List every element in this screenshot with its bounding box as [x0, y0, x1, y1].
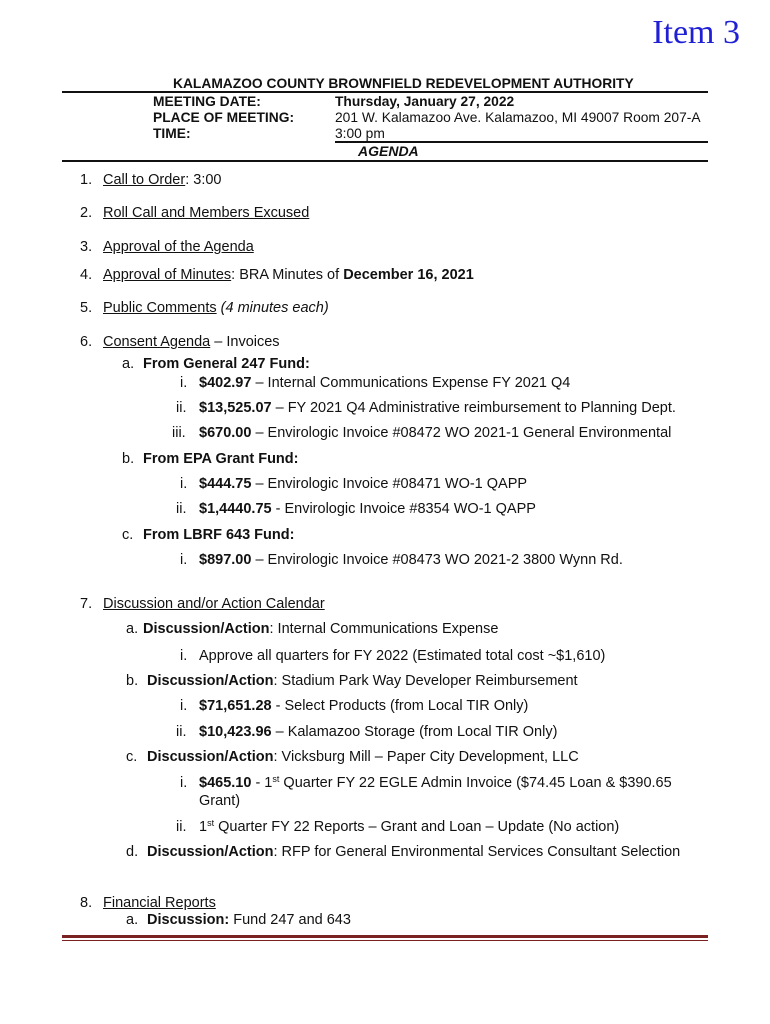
item-6b-i-number: i. — [180, 476, 188, 492]
item-6a-i-number: i. — [180, 375, 188, 391]
meeting-place-value: 201 W. Kalamazoo Ave. Kalamazoo, MI 49007 Room 207-A — [335, 110, 701, 125]
item-7b-ii — [199, 724, 557, 740]
item-6b-i — [199, 476, 527, 492]
description: Quarter FY 22 Reports – Grant and Loan – Update (No action) — [214, 819, 620, 835]
item-7b — [147, 673, 578, 689]
description: – Envirologic Invoice #08472 WO 2021-1 General Environmental — [251, 425, 672, 441]
description: : Vicksburg Mill – Paper City Development, LLC — [273, 749, 579, 765]
footer-rule-thick — [62, 935, 708, 938]
item-7a-i-number: i. — [180, 648, 188, 664]
description-prefix: 1 — [199, 819, 208, 835]
item-7b-ii-number: ii. — [176, 724, 187, 740]
meeting-time-value: 3:00 pm — [335, 126, 385, 141]
item-4-date: December 16, 2021 — [343, 267, 474, 283]
item-5-title: Public Comments — [103, 300, 217, 316]
item-7b-number: b. — [126, 673, 139, 689]
item-8a — [147, 912, 351, 928]
item-2-title: Roll Call and Members Excused — [103, 205, 310, 221]
item-6b-number: b. — [122, 451, 135, 467]
meeting-time-label: TIME: — [153, 126, 191, 141]
item-1 — [103, 172, 221, 188]
item-7c-i — [199, 775, 672, 791]
label: Discussion/Action — [147, 844, 274, 860]
item-6b-ii — [199, 501, 536, 517]
item-4-text: : BRA Minutes of — [231, 267, 344, 283]
item-7d-number: d. — [126, 844, 139, 860]
description: Fund 247 and 643 — [229, 912, 351, 928]
item-tag: Item 3 — [652, 14, 740, 51]
agenda-lower-rule — [62, 160, 708, 162]
amount: $897.00 — [199, 552, 252, 568]
item-1-time: : 3:00 — [185, 172, 222, 188]
item-7c-i-continuation: Grant) — [199, 793, 241, 809]
item-5-number: 5. — [80, 300, 93, 316]
item-7d — [147, 844, 680, 860]
item-8a-number: a. — [126, 912, 139, 928]
item-8-title: Financial Reports — [103, 895, 216, 911]
description: : Internal Communications Expense — [269, 621, 499, 637]
item-7c-i-number: i. — [180, 775, 188, 791]
item-6a-iii — [199, 425, 671, 441]
item-6a-i — [199, 375, 570, 391]
description: – Envirologic Invoice #08471 WO-1 QAPP — [251, 476, 528, 492]
header-top-rule — [62, 91, 708, 93]
description: : Stadium Park Way Developer Reimbursement — [273, 673, 578, 689]
item-6 — [103, 334, 280, 350]
organization-title: KALAMAZOO COUNTY BROWNFIELD REDEVELOPMENT AUTHORITY — [173, 76, 634, 91]
label: Discussion/Action — [143, 621, 270, 637]
item-7a — [143, 621, 498, 637]
item-6-text: – Invoices — [210, 334, 280, 350]
description: - Envirologic Invoice #8354 WO-1 QAPP — [271, 501, 536, 517]
item-7c-number: c. — [126, 749, 138, 765]
item-7-title: Discussion and/or Action Calendar — [103, 596, 325, 612]
ordinal-suffix: st — [272, 774, 280, 784]
amount: $71,651.28 — [199, 698, 272, 714]
meeting-date-value: Thursday, January 27, 2022 — [335, 94, 515, 109]
ordinal-suffix: st — [207, 818, 215, 828]
description: - Select Products (from Local TIR Only) — [271, 698, 529, 714]
item-6a-number: a. — [122, 356, 135, 372]
amount: $465.10 — [199, 775, 252, 791]
item-3-number: 3. — [80, 239, 93, 255]
description: Quarter FY 22 EGLE Admin Invoice ($74.45 Loan & $390.65 — [279, 775, 672, 791]
footer-rule-thin — [62, 940, 708, 941]
description: – Internal Communications Expense FY 2021 Q4 — [251, 375, 571, 391]
item-6a-iii-number: iii. — [172, 425, 186, 441]
label: Discussion/Action — [147, 673, 274, 689]
meeting-place-label: PLACE OF MEETING: — [153, 110, 295, 125]
item-2-number: 2. — [80, 205, 93, 221]
item-3-title: Approval of the Agenda — [103, 239, 254, 255]
item-4 — [103, 267, 474, 283]
meeting-date-label: MEETING DATE: — [153, 94, 261, 109]
item-7-number: 7. — [80, 596, 93, 612]
item-6c-i-number: i. — [180, 552, 188, 568]
item-5 — [103, 300, 329, 316]
amount: $444.75 — [199, 476, 252, 492]
description-prefix: - 1 — [251, 775, 273, 791]
amount: $402.97 — [199, 375, 252, 391]
item-1-number: 1. — [80, 172, 93, 188]
item-5-note: (4 minutes each) — [216, 300, 329, 316]
item-6b-ii-number: ii. — [176, 501, 187, 517]
label: Discussion: — [147, 912, 230, 928]
item-7c-ii — [199, 819, 619, 835]
item-7b-i — [199, 698, 528, 714]
label: Discussion/Action — [147, 749, 274, 765]
item-6-title: Consent Agenda — [103, 334, 211, 350]
amount: $1,4440.75 — [199, 501, 272, 517]
item-6a-title: From General 247 Fund: — [143, 356, 310, 372]
item-7c-ii-number: ii. — [176, 819, 187, 835]
item-1-title: Call to Order — [103, 172, 186, 188]
item-4-number: 4. — [80, 267, 93, 283]
item-7c — [147, 749, 579, 765]
amount: $10,423.96 — [199, 724, 272, 740]
item-6c-number: c. — [122, 527, 134, 543]
item-6a-ii — [199, 400, 676, 416]
item-6c-i — [199, 552, 623, 568]
item-6c-title: From LBRF 643 Fund: — [143, 527, 295, 543]
item-7a-number: a. — [126, 621, 139, 637]
amount: $13,525.07 — [199, 400, 272, 416]
agenda-heading: AGENDA — [358, 143, 419, 159]
description: – Kalamazoo Storage (from Local TIR Only) — [271, 724, 558, 740]
item-7b-i-number: i. — [180, 698, 188, 714]
item-6a-ii-number: ii. — [176, 400, 187, 416]
description: – Envirologic Invoice #08473 WO 2021-2 3800 Wynn Rd. — [251, 552, 623, 568]
description: : RFP for General Environmental Services Consultant Selection — [273, 844, 681, 860]
amount: $670.00 — [199, 425, 252, 441]
item-6-number: 6. — [80, 334, 93, 350]
item-4-title: Approval of Minutes — [103, 267, 232, 283]
item-6b-title: From EPA Grant Fund: — [143, 451, 299, 467]
item-8-number: 8. — [80, 895, 93, 911]
description: – FY 2021 Q4 Administrative reimbursement to Planning Dept. — [271, 400, 676, 416]
item-7a-i-text: Approve all quarters for FY 2022 (Estimated total cost ~$1,610) — [199, 648, 606, 664]
